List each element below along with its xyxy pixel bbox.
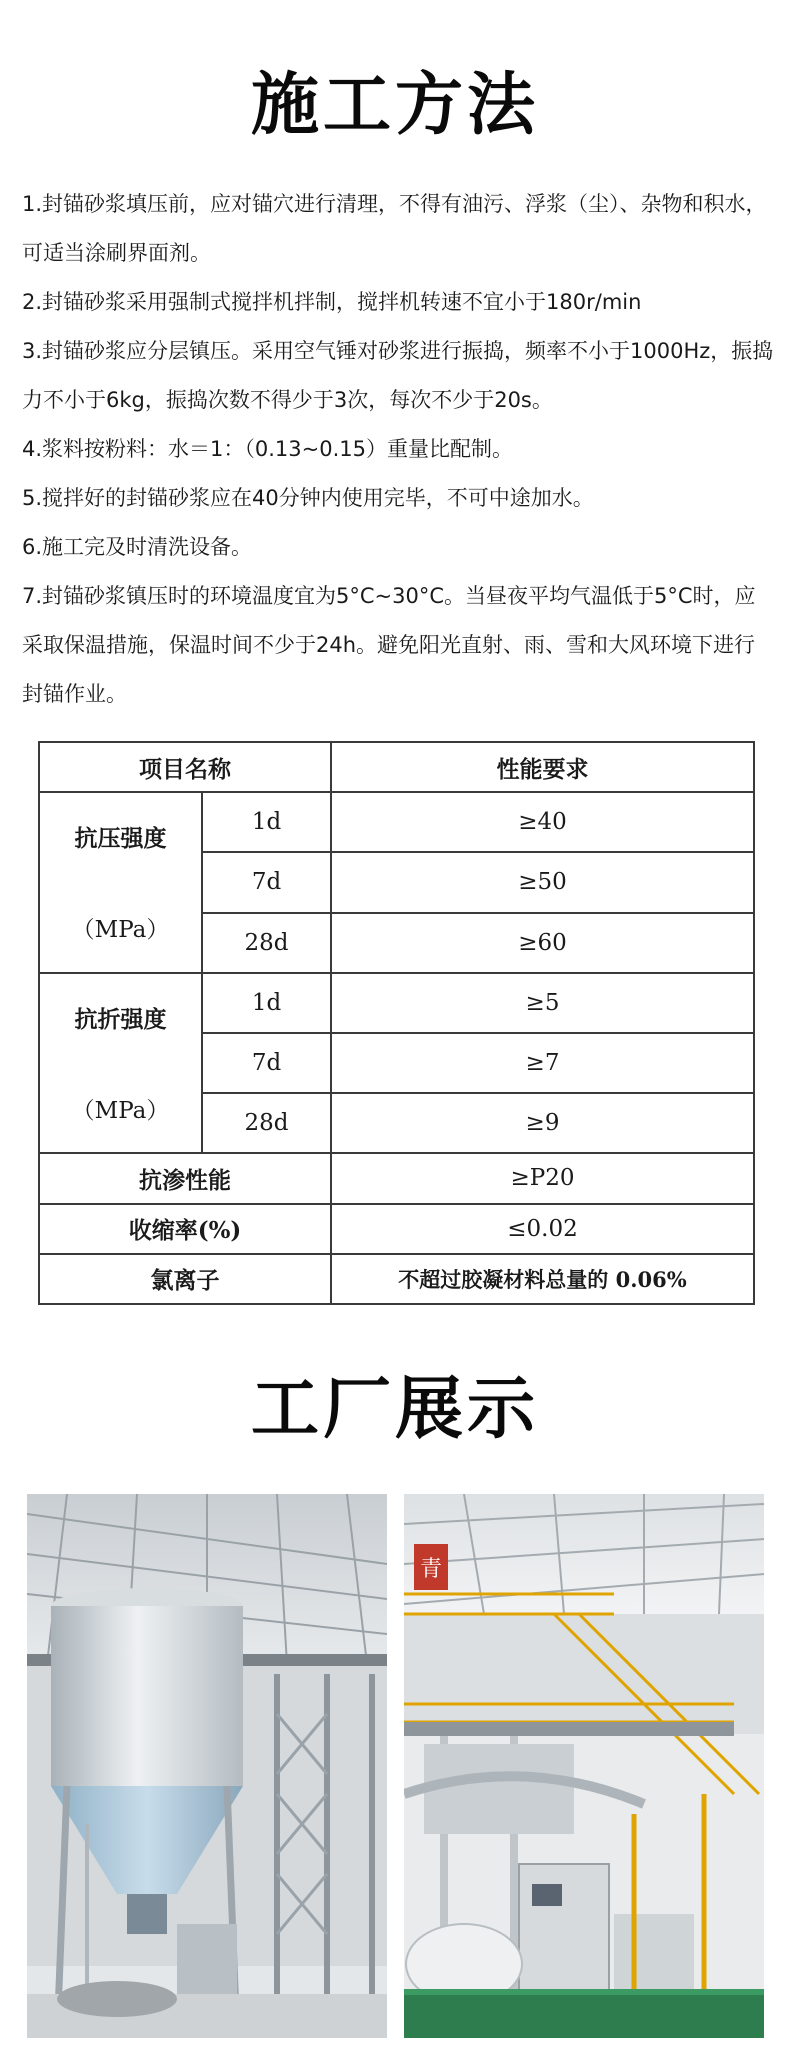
header-item-name: 项目名称 xyxy=(39,742,331,792)
step-paragraph-5: 5.搅拌好的封锚砂浆应在40分钟内使用完毕，不可中途加水。 xyxy=(22,486,594,510)
value-cell: ≥40 xyxy=(331,792,754,852)
value-cell: ≥60 xyxy=(331,913,754,973)
table-row xyxy=(39,1204,754,1254)
step-paragraph-3: 3.封锚砂浆应分层镇压。采用空气锤对砂浆进行振捣，频率不小于1000Hz，振捣力不小于6kg，振捣次数不得少于3次，每次不少于20s。 xyxy=(22,339,774,412)
factory-sign-text: 青 xyxy=(419,1557,443,1582)
section-title-construction-method: 施工方法 xyxy=(250,66,539,145)
construction-steps xyxy=(22,180,774,719)
chloride-ion-label: 氯离子 xyxy=(39,1254,331,1304)
step-paragraph-2: 2.封锚砂浆采用强制式搅拌机拌制，搅拌机转速不宜小于180r/min xyxy=(22,290,642,314)
table-header-row xyxy=(39,742,754,792)
value-cell: ≥5 xyxy=(331,973,754,1033)
header-requirement: 性能要求 xyxy=(331,742,754,792)
age-cell: 7d xyxy=(202,852,331,912)
age-cell: 28d xyxy=(202,1093,331,1153)
group-name: 抗压强度 xyxy=(74,825,167,853)
step-paragraph-6: 6.施工完及时清洗设备。 xyxy=(22,535,253,559)
table-row xyxy=(39,1153,754,1203)
age-cell: 28d xyxy=(202,913,331,973)
group-unit: （MPa） xyxy=(71,917,170,944)
factory-photo-platform xyxy=(404,1494,764,2038)
value-cell: ≥50 xyxy=(331,852,754,912)
impermeability-label: 抗渗性能 xyxy=(39,1153,331,1203)
section-title-factory-showcase: 工厂展示 xyxy=(250,1370,539,1449)
performance-spec-table xyxy=(38,741,755,1305)
age-cell: 1d xyxy=(202,973,331,1033)
shrinkage-label: 收缩率(%) xyxy=(39,1204,331,1254)
group-compressive-strength xyxy=(39,792,202,973)
value-cell: ≤0.02 xyxy=(331,1204,754,1254)
step-paragraph-1: 1.封锚砂浆填压前，应对锚穴进行清理，不得有油污、浮浆（尘）、杂物和积水，可适当涂刷界面剂。 xyxy=(22,192,767,265)
group-flexural-strength xyxy=(39,973,202,1154)
step-paragraph-4: 4.浆料按粉料：水＝1：（0.13~0.15）重量比配制。 xyxy=(22,437,514,461)
step-paragraph-7: 7.封锚砂浆镇压时的环境温度宜为5°C~30°C。当昼夜平均气温低于5°C时，应采取保温措施，保温时间不少于24h。避免阳光直射、雨、雪和大风环境下进行封锚作业。 xyxy=(22,584,756,706)
group-unit: （MPa） xyxy=(71,1098,170,1125)
value-cell: ≥7 xyxy=(331,1033,754,1093)
age-cell: 7d xyxy=(202,1033,331,1093)
table-row xyxy=(39,792,754,852)
age-cell: 1d xyxy=(202,792,331,852)
value-cell: ≥9 xyxy=(331,1093,754,1153)
factory-photo-silo xyxy=(27,1494,387,2038)
value-cell: ≥P20 xyxy=(331,1153,754,1203)
group-name: 抗折强度 xyxy=(74,1006,167,1034)
table-row xyxy=(39,1254,754,1304)
table-row xyxy=(39,973,754,1033)
value-cell: 不超过胶凝材料总量的 0.06% xyxy=(331,1254,754,1304)
